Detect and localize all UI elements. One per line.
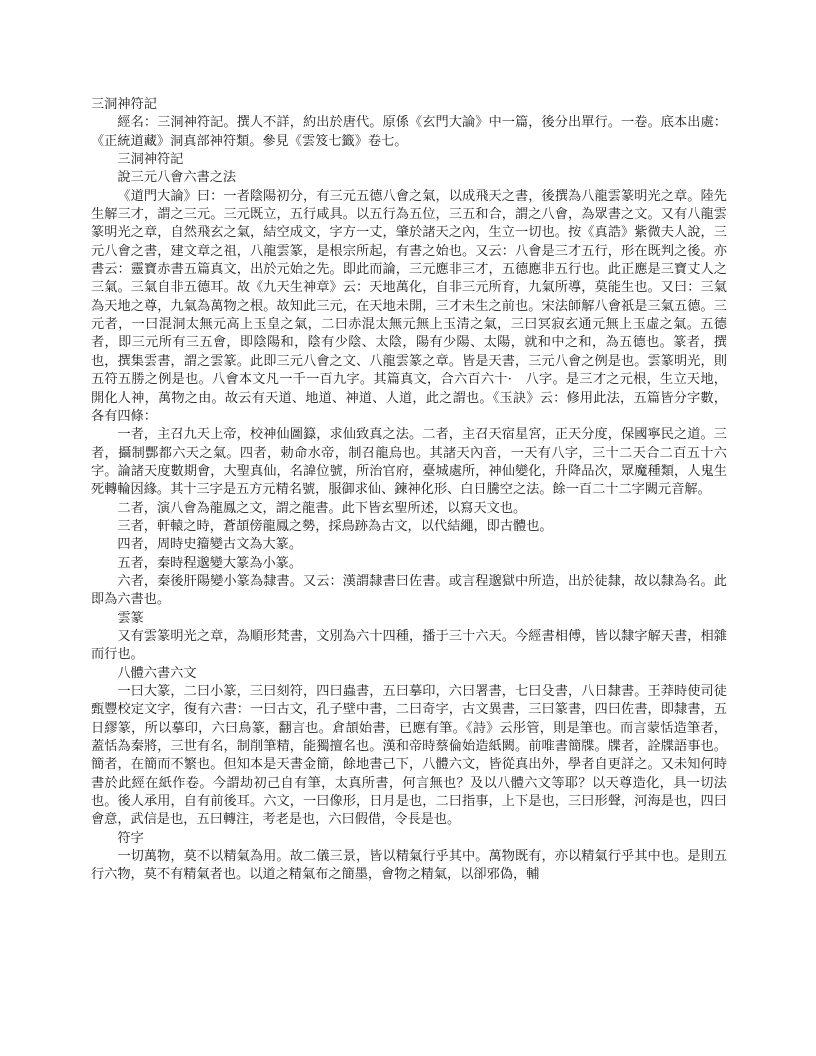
paragraph-body-7: 六者，秦後肝陽變小篆為隸書。又云：漢謂隸書曰佐書。或言程邈獄中所造，出於徒隸，故以隸為名。此即為六書也。 — [91, 573, 727, 608]
document-text-body — [91, 96, 727, 885]
paragraph-work-title: 三洞神符記 — [117, 152, 184, 168]
paragraph-section-heading-3: 八體六書六文 — [117, 665, 197, 681]
paragraph-body-3: 二者，演八會為龍鳳之文，謂之龍書。此下皆玄聖所述，以寫天文也。 — [117, 500, 527, 516]
paragraph-body-6: 五者，秦時程邈變大篆為小篆。 — [117, 555, 303, 571]
paragraph-body-4: 三者，軒轅之時，蒼頡傍龍鳳之勢，採鳥跡為古文，以代結繩，即古體也。 — [117, 518, 553, 534]
paragraph-title-heading: 三洞神符記 — [91, 97, 157, 112]
paragraph-section-heading-4: 符字 — [117, 830, 144, 846]
paragraph-body-5: 四者，周時史籀變古文為大篆。 — [117, 537, 303, 553]
paragraph-body-10: 一切萬物，莫不以精氣為用。故二儀三景，皆以精氣行乎其中。萬物既有，亦以精氣行乎其中也。是則五行六物，莫不有精氣者也。以道之精氣布之簡墨，會物之精氣，以卻邪偽，輔 — [91, 849, 727, 883]
paragraph-body-1: 《道門大論》曰：一者陰陽初分，有三元五德八會之氣，以成飛天之書，後撰為八龍雲篆明光之章。陸先生解三才，謂之三元。三元既立，五行咸具。以五行為五位，三五和合，謂之八會，為眾書之文。又有八龍雲篆明光之章，自然飛玄之氣，結空成文，字方一丈，肇於諸天之內，生立一切也。按《真誥》紫微夫人說，三元八會之書，建文章之祖，八龍雲篆，是根宗所起，有書之始也。又云：八會是三才五行，形在既判之後。亦書云：靈寶赤書五篇真文，出於元始之先。即此而論，三元應非三才，五德應非五行也。此正應是三寶丈人之三氣。三氣自非五德耳。故《九天生神章》云：天地萬化，自非三元所育，九氣所導，莫能生也。又曰：三氣為天地之尊，九氣為萬物之根。故知此三元，在天地未開，三才未生之前也。宋法師解八會祇是三氣五德。三元者，一曰混洞太無元高上玉皇之氣，二曰赤混太無元無上玉清之氣，三曰冥寂玄通元無上玉虛之氣。五德者，即三元所有三五會，即陰陽和，陰有少陰、太陰，陽有少陽、太陽，就和中之和，為五德也。篆者，撰也，撰集雲書，謂之雲篆。此即三元八會之文、八龍雲篆之章。皆是天書，三元八會之例是也。雲篆明光，則五符五勝之例是也。八會本文凡一千一百九字。其篇真文，合六百六十· 八字。是三才之元根，生立天地，開化人神，萬物之由。故云有天道、地道、神道、人道，此之謂也。《玉訣》云：修用此法，五篇皆分字數，各有四條： — [91, 188, 727, 424]
paragraph-body-2: 一者，主召九天上帝，校神仙圖籙，求仙致真之法。二者，主召天宿星宮，正天分度，保國寧民之道。三者，攝制酆都六天之氣。四者，勅命水帝，制召龍烏也。其諸天內音，一天有八字，三十二天合二百五十六字。論諸天度數期會，大聖真仙，名諱位號，所治官府，臺城處所，神仙變化，升降品次，眾魔種類，人鬼生死轉輪因緣。其十三字是五方元精名號，服御求仙、鍊神化形、白日騰空之法。餘一百二十二字闕元音解。 — [91, 427, 727, 498]
paragraph-section-heading-1: 說三元八會六書之法 — [117, 170, 237, 186]
paragraph-colophon: 經名：三洞神符記。撰人不詳，約出於唐代。原係《玄門大論》中一篇，後分出單行。一卷。底本出處：《正統道藏》洞真部神符類。參見《雲笈七籤》卷七。 — [91, 115, 727, 149]
paragraph-body-9: 一曰大篆，二曰小篆，三曰刻符，四曰蟲書，五曰摹印，六曰署書，七曰殳書，八日隸書。王莽時使司徒甄豐校定文字，復有六書：一曰古文，孔子壁中書，二曰奇字，古文異書，三曰篆書，四曰佐書，即隸書，五日繆篆，所以摹印，六曰鳥篆，翻言也。倉頡始書，已應有筆。《詩》云彤管，則是筆也。而言蒙恬造筆者，蓋恬為秦將，三世有名，制削筆精，能獨擅名也。漢和帝時蔡倫始造紙闕。前唯書簡牒。牒者，詮牒語事也。簡者，在簡而不繁也。但知本是天書金簡，餘地書己下，八體六文，皆從真出外，學者自更詳之。又未知何時書於此經在紙作卷。今謂劫初己自有筆，太真所書，何言無也？及以八體六文等耶？以天尊造化，具一切法也。後人承用，自有前後耳。六文，一曰像形，日月是也，二曰指事，上下是也，三曰形聲，河海是也，四曰會意，武信是也，五曰轉注，考老是也，六曰假借，令長是也。 — [91, 684, 727, 828]
paragraph-section-heading-2: 雲篆 — [117, 610, 144, 626]
paragraph-body-8: 又有雲篆明光之章，為順形梵書，文別為六十四種，播于三十六天。今經書相傅，皆以隸字解天書，相雜而行也。 — [91, 628, 727, 663]
